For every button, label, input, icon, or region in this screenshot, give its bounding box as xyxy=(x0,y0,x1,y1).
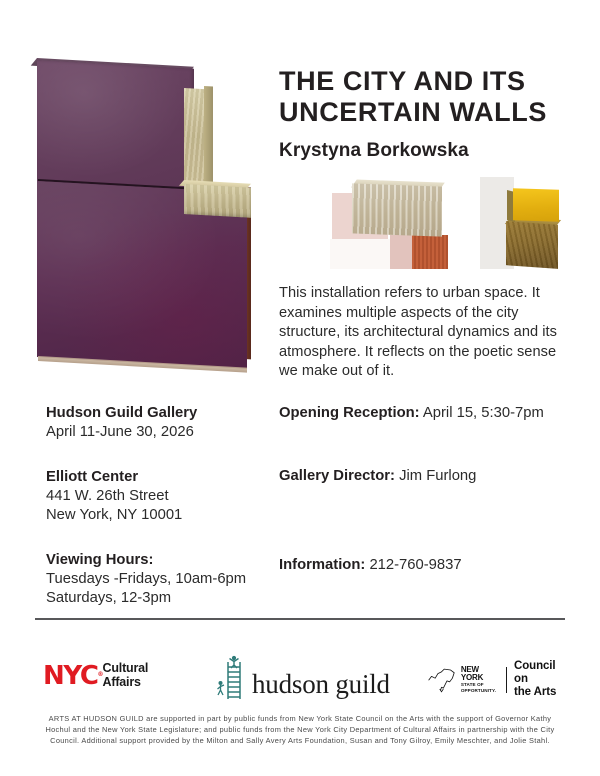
artwork-thumbnails xyxy=(330,177,578,269)
hours-block xyxy=(46,551,266,608)
gallery-director xyxy=(279,467,579,486)
exhibition-description: This installation refers to urban space. It examines multiple aspects of the city structure, its architectural dynamics and its atmosphere. It reflects on the poetic sense we make out of it. xyxy=(279,285,558,379)
sponsor-logo-bar xyxy=(35,652,565,702)
spacer-2 xyxy=(279,486,579,530)
gallery-name: Hudson Guild Gallery xyxy=(46,405,198,421)
hudson-guild-wordmark: hudson guild xyxy=(252,669,390,699)
information-phone xyxy=(279,556,579,575)
address-block xyxy=(46,468,266,525)
nysca-council-wordmark xyxy=(514,660,565,699)
opening-reception-label: Opening Reception: xyxy=(279,405,420,421)
hero-upper-purple-panel xyxy=(37,60,194,191)
nyc-word-affairs: Affairs xyxy=(102,674,141,689)
building-name: Elliott Center xyxy=(46,469,139,485)
new-york-state-outline-icon xyxy=(427,666,458,694)
thumb1-white-ground xyxy=(330,239,394,269)
exhibition-title xyxy=(279,66,579,128)
nysca-state-mark xyxy=(427,666,499,694)
nyc-word-cultural: Cultural xyxy=(102,661,149,675)
nyc-cultural-affairs-logo xyxy=(43,662,148,689)
gallery-block xyxy=(46,404,266,442)
thumb1-beige-slab xyxy=(352,183,442,236)
hero-artwork-image xyxy=(34,48,270,378)
nysca-state-wordmark xyxy=(461,666,499,694)
hours-saturday: Saturdays, 12-3pm xyxy=(46,590,172,606)
information-label: Information: xyxy=(279,557,366,573)
thumb1-orange-block xyxy=(412,235,448,269)
thumb1-rose-shadow xyxy=(390,235,414,269)
spacer-1 xyxy=(279,423,579,467)
hours-weekdays: Tuesdays -Fridays, 10am-6pm xyxy=(46,571,247,587)
opening-reception-value: April 15, 5:30-7pm xyxy=(422,405,544,421)
hours-label: Viewing Hours: xyxy=(46,552,154,568)
title-line-1: THE CITY AND ITS xyxy=(279,66,526,96)
nysca-state-line-1: NEW YORK xyxy=(460,664,484,682)
title-line-2: UNCERTAIN WALLS xyxy=(279,97,547,127)
gallery-director-value: Jim Furlong xyxy=(399,468,477,484)
nysca-council-line-1: Council on xyxy=(514,660,556,685)
hero-gold-strip-side xyxy=(204,86,213,187)
hudson-guild-ladder-icon xyxy=(215,654,249,700)
nyc-logo-wordmark xyxy=(103,662,149,689)
information-value: 212-760-9837 xyxy=(369,557,462,573)
hero-gold-horizontal-block xyxy=(184,184,251,218)
nysca-state-line-3: OPPORTUNITY. xyxy=(460,687,496,693)
contact-details-column xyxy=(279,404,579,575)
spacer-3 xyxy=(279,530,579,556)
funding-credit-text: ARTS AT HUDSON GUILD are supported in part by public funds from New York State Council on the Arts with the support of Governor Kathy Hochul and the New York State Legislature; and public funds from the New York City Department of Cultural Affairs in partnership with the City Council. Additional support provided by the Milton and Sally Avery Arts Foundation, Susan and Tony Gilroy, Emily Meschter, and Jolie Stahl. xyxy=(45,714,555,745)
artwork-thumbnail-2 xyxy=(480,177,578,269)
venue-details-column xyxy=(46,404,266,608)
gallery-director-label: Gallery Director: xyxy=(279,468,395,484)
thumb2-yellow-block xyxy=(513,188,559,222)
nysca-logo xyxy=(427,660,565,699)
nysca-divider-rule xyxy=(506,667,507,693)
thumb2-brown-block xyxy=(506,221,558,269)
artwork-thumbnail-1 xyxy=(330,177,448,269)
address-street: 441 W. 26th Street xyxy=(46,488,169,504)
nyc-logo-text: NYC xyxy=(43,660,98,691)
footer-divider xyxy=(35,618,565,620)
nyc-logo-icon xyxy=(43,660,104,691)
nysca-state-line-2: STATE OF xyxy=(460,682,484,688)
registered-trademark-icon: ® xyxy=(97,670,104,678)
nysca-council-line-2: the Arts xyxy=(514,686,557,698)
address-city: New York, NY 10001 xyxy=(46,507,183,523)
hudson-guild-logo xyxy=(215,654,390,700)
hero-gold-vertical-strip xyxy=(184,88,204,185)
exhibition-dates: April 11-June 30, 2026 xyxy=(46,424,194,440)
artist-name: Krystyna Borkowska xyxy=(279,140,469,161)
opening-reception xyxy=(279,404,579,423)
